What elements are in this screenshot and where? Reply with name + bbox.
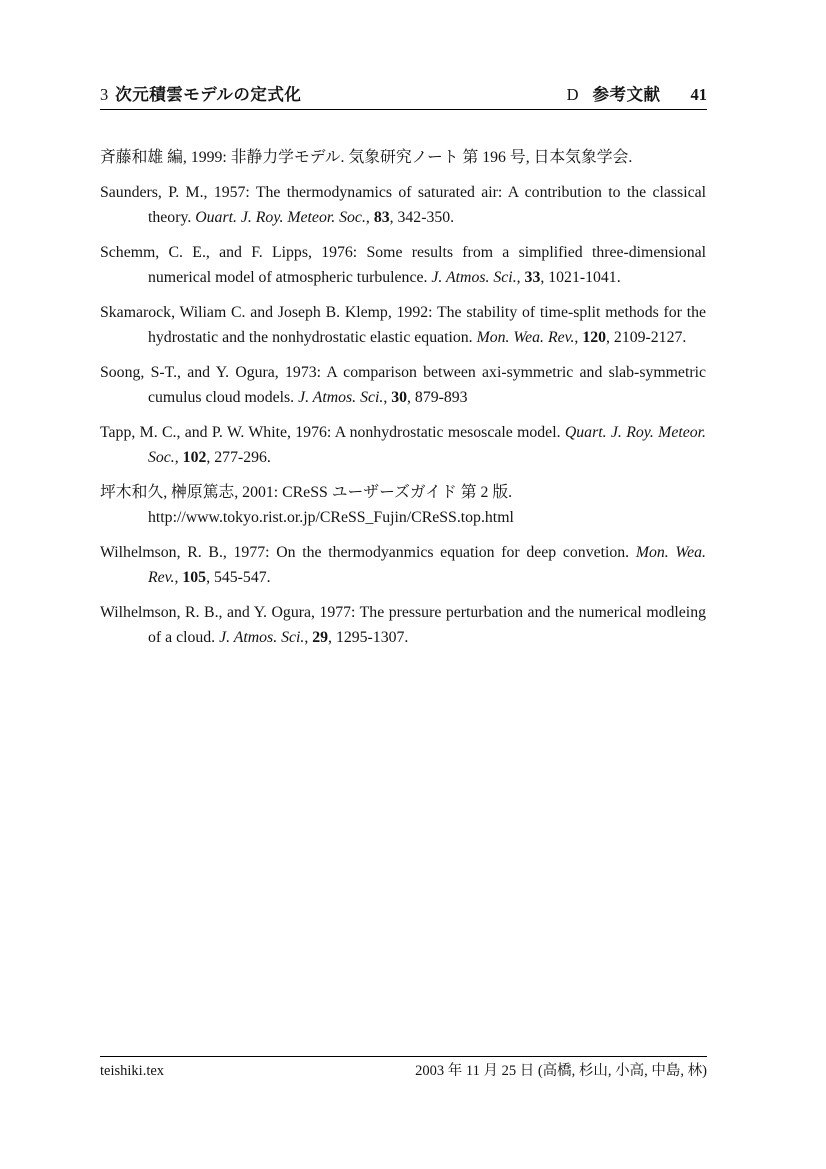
page-number: 41 <box>690 85 707 104</box>
reference-text: , 2109-2127. <box>606 329 687 346</box>
reference-entry <box>100 240 706 290</box>
footer-rule <box>100 1056 707 1057</box>
volume-number: 83 <box>373 209 390 226</box>
reference-text: , 1021-1041. <box>540 269 621 286</box>
reference-entry <box>100 300 706 350</box>
reference-text: , <box>516 269 525 286</box>
reference-text: Schemm, C. E., and F. Lipps, 1976: Some results from a simplified three-dimensional numerical model of atmospheric turbulence. <box>100 244 706 286</box>
reference-text: , <box>174 449 183 466</box>
journal-name: J. Atmos. Sci. <box>219 629 305 646</box>
reference-text: , 545-547. <box>206 569 271 586</box>
volume-number: 105 <box>182 569 207 586</box>
reference-entry <box>100 600 706 650</box>
reference-text: , 879-893 <box>407 389 468 406</box>
reference-entry <box>100 180 706 230</box>
reference-entry <box>100 480 706 530</box>
reference-text: , 1295-1307. <box>328 629 409 646</box>
header-appendix-title <box>567 84 707 106</box>
volume-number: 33 <box>524 269 541 286</box>
reference-list <box>100 145 706 660</box>
volume-number: 30 <box>391 389 408 406</box>
journal-name: Mon. Wea. Rev. <box>148 544 706 586</box>
reference-text: 斉藤和雄 編, 1999: 非静力学モデル. 気象研究ノート 第 196 号, 日本気象学会. <box>100 149 633 166</box>
reference-text: , <box>365 209 374 226</box>
section-number: 3 <box>100 85 109 104</box>
reference-entry <box>100 145 706 170</box>
reference-text: Wilhelmson, R. B., 1977: On the thermodyanmics equation for deep convetion. <box>100 544 636 561</box>
reference-text: , 277-296. <box>206 449 271 466</box>
reference-text: , <box>383 389 392 406</box>
reference-text: , <box>574 329 583 346</box>
reference-text: 坪木和久, 榊原篤志, 2001: CReSS ユーザーズガイド 第 2 版. <box>100 484 513 501</box>
reference-text: , <box>174 569 183 586</box>
reference-text: Tapp, M. C., and P. W. White, 1976: A nonhydrostatic mesoscale model. <box>100 424 565 441</box>
reference-entry <box>100 420 706 470</box>
reference-text: Saunders, P. M., 1957: The thermodynamics of saturated air: A contribution to the classical theory. <box>100 184 706 226</box>
journal-name: J. Atmos. Sci. <box>298 389 384 406</box>
footer-filename: teishiki.tex <box>100 1063 165 1079</box>
header-rule <box>100 109 707 110</box>
reference-text: , 342-350. <box>389 209 455 226</box>
reference-text: Soong, S-T., and Y. Ogura, 1973: A comparison between axi-symmetric and slab-symmetric cumulus cloud models. <box>100 364 706 406</box>
page-header <box>100 84 707 106</box>
journal-name: Mon. Wea. Rev. <box>476 329 575 346</box>
volume-number: 102 <box>182 449 207 466</box>
journal-name: J. Atmos. Sci. <box>431 269 517 286</box>
journal-name: Ouart. J. Roy. Meteor. Soc. <box>195 209 366 226</box>
header-section-title <box>100 84 301 106</box>
volume-number: 120 <box>582 329 607 346</box>
page-footer <box>100 1061 707 1081</box>
reference-entry <box>100 360 706 410</box>
volume-number: 29 <box>312 629 329 646</box>
appendix-title: 参考文献 <box>592 86 661 104</box>
reference-entry <box>100 540 706 590</box>
url-text: http://www.tokyo.rist.or.jp/CReSS_Fujin/CReSS.top.html <box>148 509 514 526</box>
footer-date-authors: 2003 年 11 月 25 日 (高橋, 杉山, 小高, 中島, 林) <box>415 1063 707 1079</box>
section-title: 次元積雲モデルの定式化 <box>115 86 302 104</box>
reference-text: Skamarock, Wiliam C. and Joseph B. Klemp, 1992: The stability of time-split methods for the hydrostatic and the nonhydrostatic elastic equation. <box>100 304 706 346</box>
appendix-letter: D <box>566 85 579 104</box>
reference-text: Wilhelmson, R. B., and Y. Ogura, 1977: The pressure perturbation and the numerical modleing of a cloud. <box>100 604 706 646</box>
reference-text: , <box>304 629 313 646</box>
journal-name: Quart. J. Roy. Meteor. Soc. <box>148 424 706 466</box>
